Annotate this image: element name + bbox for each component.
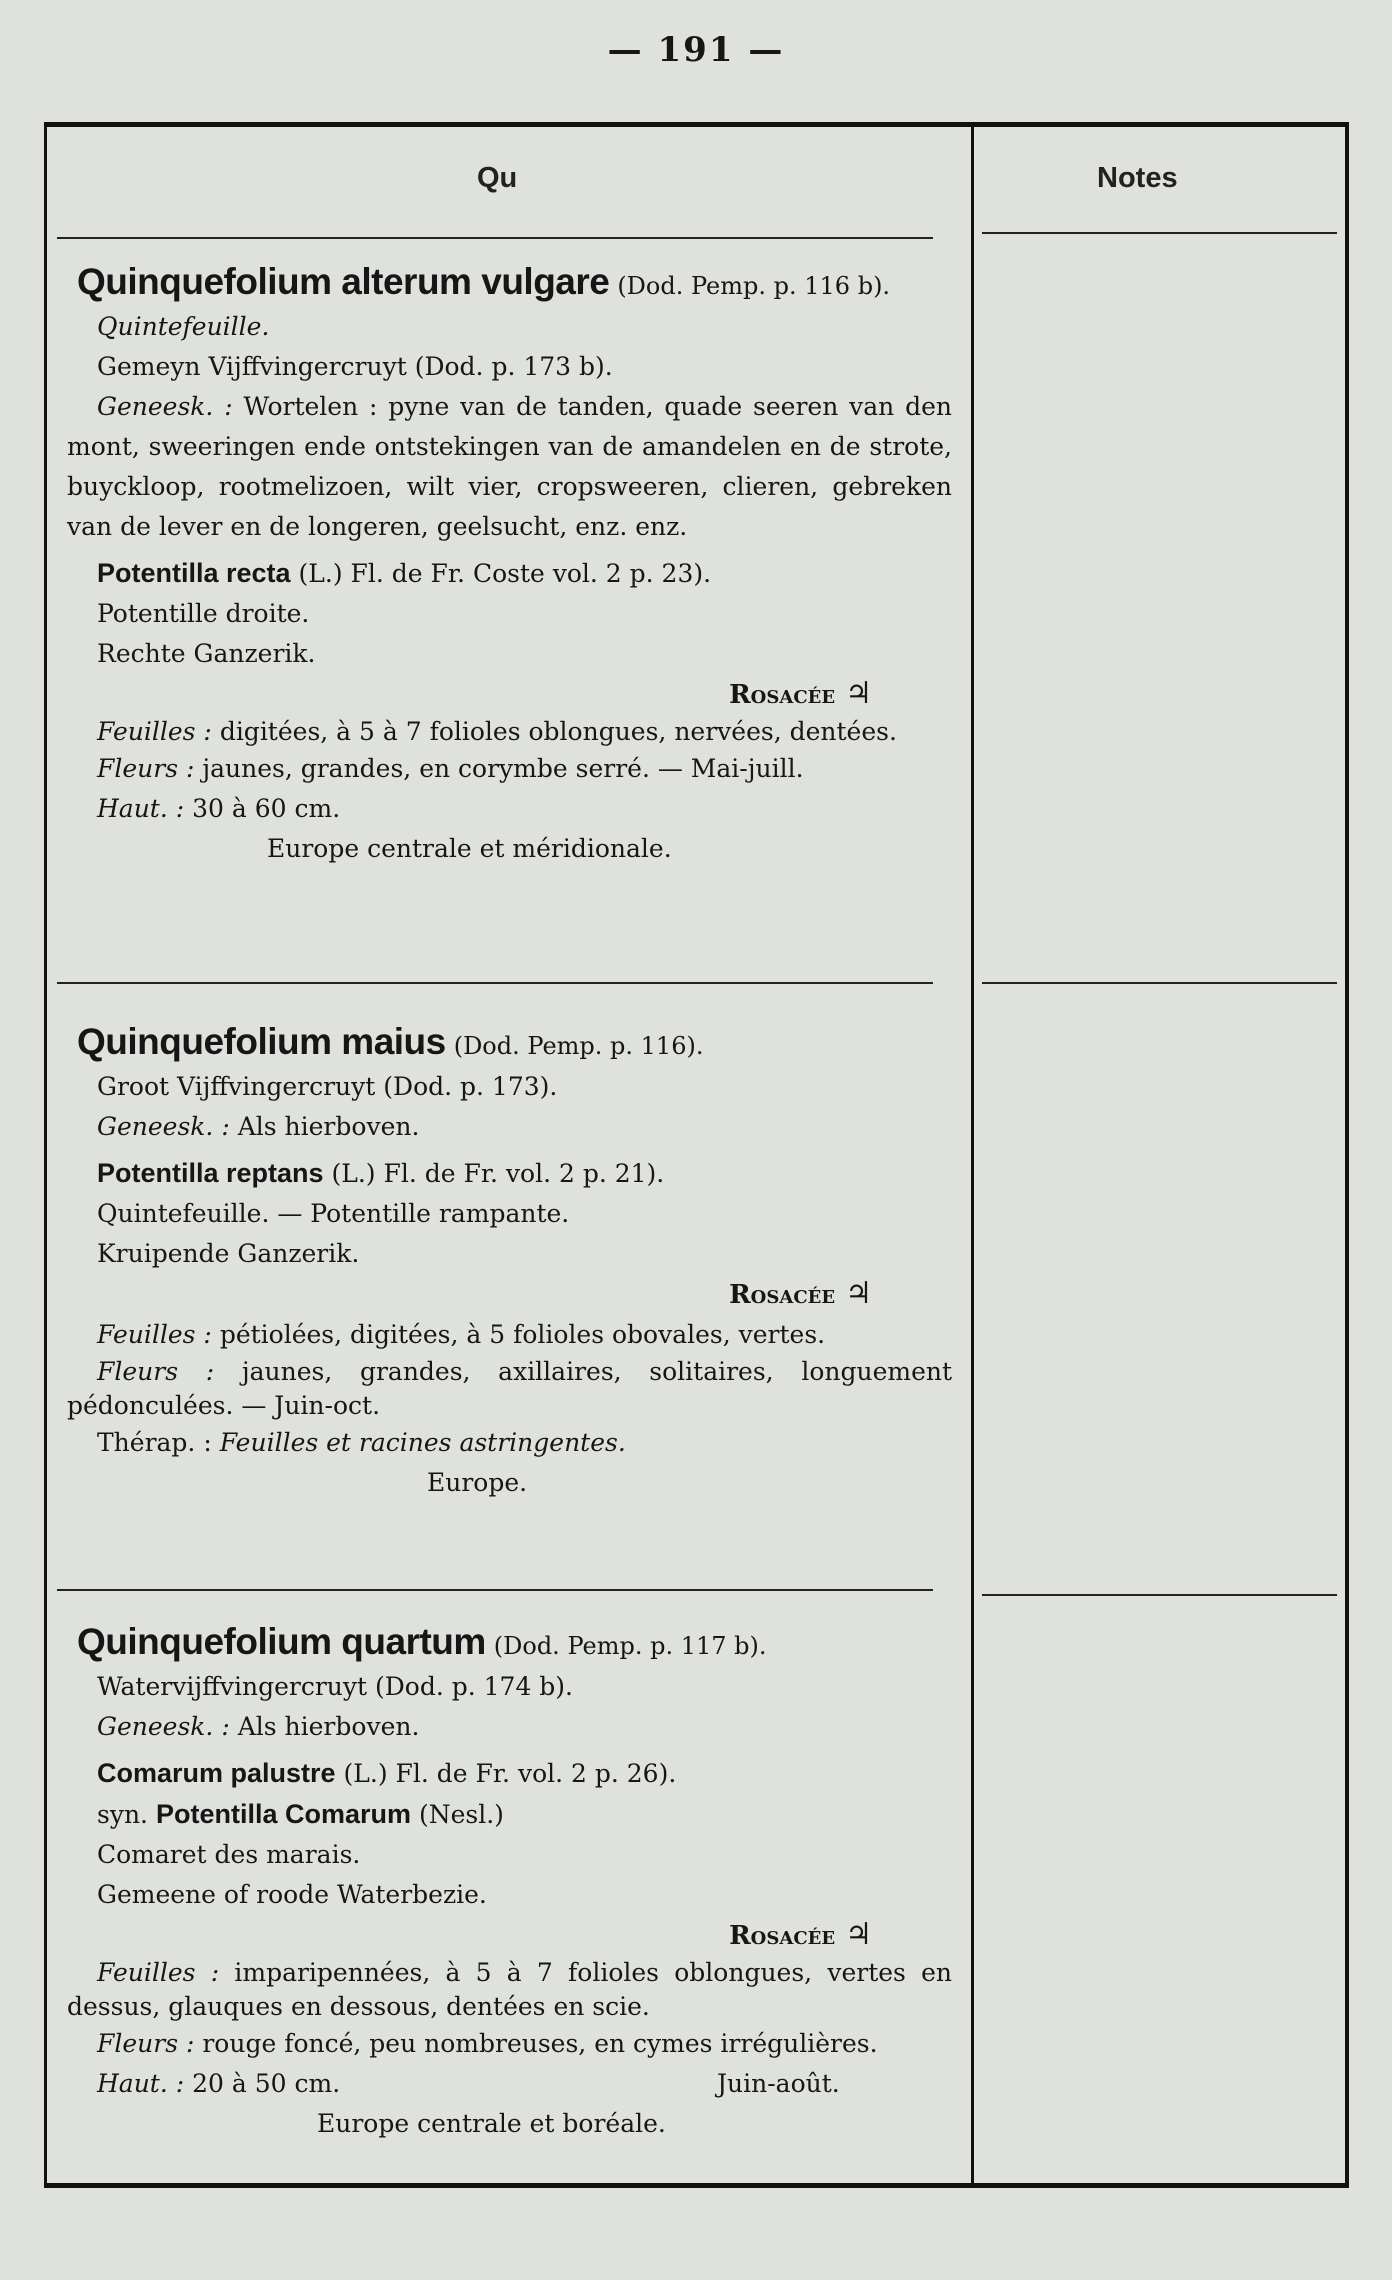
perennial-symbol-icon: ♃ xyxy=(845,1917,872,1952)
entry-title: Quinquefolium maius xyxy=(77,1021,446,1062)
dutch-name: Watervijffvingercruyt (Dod. p. 174 b). xyxy=(97,1672,574,1701)
region: Europe centrale et méridionale. xyxy=(267,834,672,863)
leaves-description: Feuilles : digitées, à 5 à 7 folioles oblongues, nervées, dentées. xyxy=(97,717,897,746)
french-common-name: Quintefeuille. — Potentille rampante. xyxy=(97,1199,570,1228)
region: Europe centrale et boréale. xyxy=(317,2109,666,2138)
dutch-name: Gemeyn Vijffvingercruyt (Dod. p. 173 b). xyxy=(97,352,613,381)
header-rule-notes xyxy=(982,232,1337,234)
entry-title: Quinquefolium quartum xyxy=(77,1621,486,1662)
medicinal-use: Geneesk. : Wortelen : pyne van de tanden, quade seeren van den mont, sweeringen ende ontstekingen van de amandelen en de strote, buyckloop, rootmelizoen, wilt vier, cropsweeren, clieren, gebreken van de lever en de longeren, geelsucht, enz. enz. xyxy=(67,392,952,541)
scientific-name: Potentilla reptans (L.) Fl. de Fr. vol. 2 p. 21). xyxy=(97,1158,665,1188)
scientific-name: Potentilla recta (L.) Fl. de Fr. Coste vol. 2 p. 23). xyxy=(97,558,712,588)
entry-quinquefolium-maius xyxy=(67,1017,952,1503)
family-label: Rosacée ♃ xyxy=(729,676,872,711)
entry-title: Quinquefolium alterum vulgare xyxy=(77,261,610,302)
entry-separator-main xyxy=(57,1589,933,1591)
medicinal-use: Geneesk. : Als hierboven. xyxy=(97,1112,420,1141)
flowering-period: Juin-août. xyxy=(717,2069,840,2098)
leaves-description: Feuilles : pétiolées, digitées, à 5 folioles obovales, vertes. xyxy=(97,1320,826,1349)
entry-separator-notes xyxy=(982,982,1337,984)
scientific-name: Comarum palustre (L.) Fl. de Fr. vol. 2 p. 26). xyxy=(97,1758,677,1788)
dutch-name: Groot Vijffvingercruyt (Dod. p. 173). xyxy=(97,1072,558,1101)
medicinal-use: Geneesk. : Als hierboven. xyxy=(97,1712,420,1741)
height-description: Haut. : 30 à 60 cm. xyxy=(97,794,341,823)
column-divider xyxy=(971,127,974,2183)
family-label: Rosacée ♃ xyxy=(729,1917,872,1952)
entry-quinquefolium-quartum xyxy=(67,1617,952,2144)
french-name: Quintefeuille. xyxy=(97,312,270,341)
height-description: Haut. : 20 à 50 cm. Juin-août. xyxy=(67,2064,952,2104)
flowers-description: Fleurs : jaunes, grandes, en corymbe serré. — Mai-juill. xyxy=(97,754,804,783)
entry-title-ref: (Dod. Pemp. p. 116). xyxy=(453,1032,704,1060)
leaves-description: Feuilles : imparipennées, à 5 à 7 folioles oblongues, vertes en dessus, glauques en dessous, dentées en scie. xyxy=(67,1958,952,2021)
entry-title-ref: (Dod. Pemp. p. 116 b). xyxy=(617,272,891,300)
main-column-header: Qu xyxy=(477,162,518,194)
page-number: — 191 — xyxy=(607,30,785,70)
dutch-common-name: Gemeene of roode Waterbezie. xyxy=(97,1880,487,1909)
flowers-description: Fleurs : rouge foncé, peu nombreuses, en cymes irrégulières. xyxy=(97,2029,878,2058)
entry-separator-notes xyxy=(982,1594,1337,1596)
table-frame xyxy=(44,122,1349,2188)
entry-separator-main xyxy=(57,982,933,984)
entry-quinquefolium-alterum xyxy=(67,257,952,869)
dutch-common-name: Kruipende Ganzerik. xyxy=(97,1239,360,1268)
flowers-description: Fleurs : jaunes, grandes, axillaires, solitaires, longuement pédonculées. — Juin-oct. xyxy=(67,1357,953,1420)
perennial-symbol-icon: ♃ xyxy=(845,676,872,711)
region: Europe. xyxy=(427,1468,528,1497)
family-label: Rosacée ♃ xyxy=(729,1276,872,1311)
header-rule-main xyxy=(57,237,933,239)
entry-title-ref: (Dod. Pemp. p. 117 b). xyxy=(493,1632,767,1660)
therapeutic-use: Thérap. : Feuilles et racines astringentes. xyxy=(97,1428,626,1457)
perennial-symbol-icon: ♃ xyxy=(845,1276,872,1311)
french-common-name: Comaret des marais. xyxy=(97,1840,361,1869)
dutch-common-name: Rechte Ganzerik. xyxy=(97,639,316,668)
french-common-name: Potentille droite. xyxy=(97,599,310,628)
synonym: syn. Potentilla Comarum (Nesl.) xyxy=(97,1799,504,1829)
notes-column-header: Notes xyxy=(1097,162,1178,194)
